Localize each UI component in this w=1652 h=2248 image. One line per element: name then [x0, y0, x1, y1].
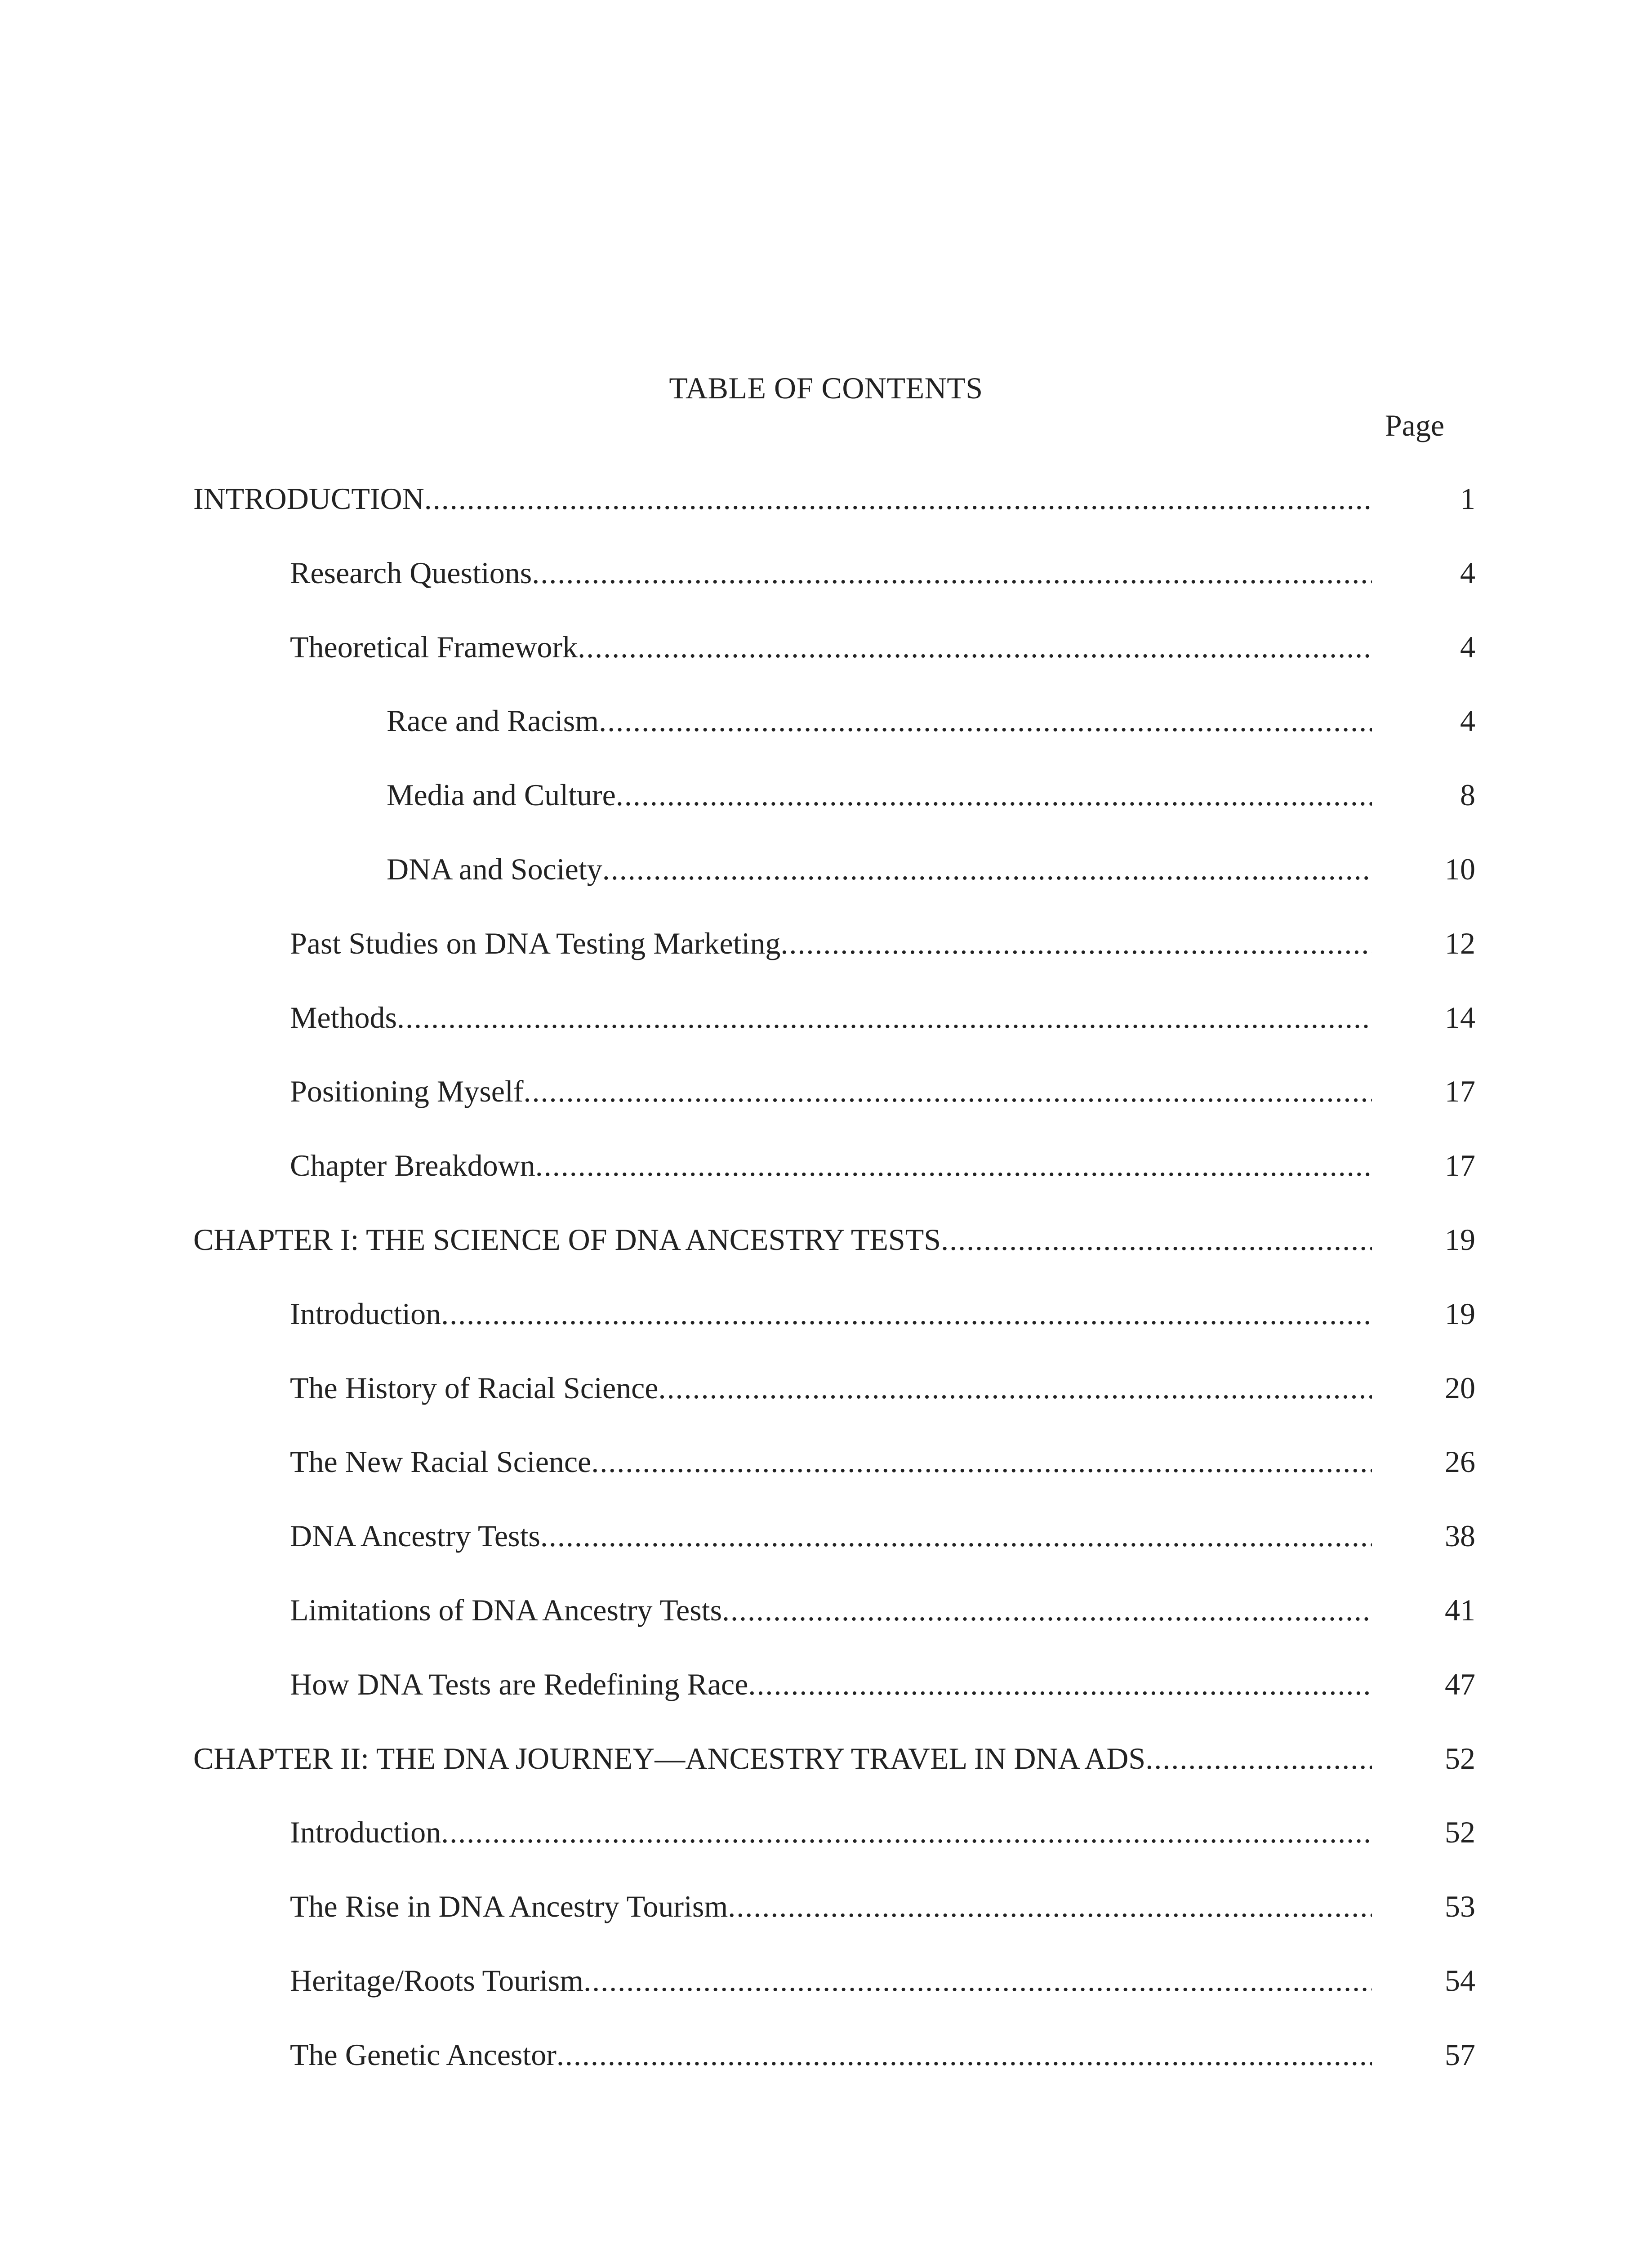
- toc-entry-page-number: 26: [1445, 1445, 1475, 1479]
- toc-entry-page-number: 17: [1445, 1148, 1475, 1183]
- toc-entry-title: Methods: [290, 1000, 397, 1035]
- toc-entry: [290, 2036, 1475, 2073]
- toc-entry-title: Limitations of DNA Ancestry Tests: [290, 1593, 722, 1627]
- toc-entry-page-number: 10: [1445, 852, 1475, 886]
- toc-entry: [290, 1443, 1475, 1480]
- toc-entry: [290, 629, 1475, 665]
- dot-leader: [424, 480, 1372, 517]
- toc-entry: [290, 1369, 1475, 1406]
- toc-entry-title: Positioning Myself: [290, 1074, 524, 1109]
- toc-entry-page-number: 4: [1460, 555, 1475, 590]
- toc-entry-title: Introduction: [290, 1815, 441, 1850]
- toc-entry: [290, 1888, 1475, 1925]
- toc-entry-title: The Genetic Ancestor: [290, 2037, 557, 2072]
- dot-leader: [1145, 1740, 1372, 1777]
- toc-entry: [290, 1814, 1475, 1851]
- dot-leader: [748, 1666, 1372, 1703]
- toc-entry-title: DNA and Society: [387, 852, 602, 886]
- toc-entry-title: CHAPTER I: THE SCIENCE OF DNA ANCESTRY TESTS: [193, 1222, 941, 1257]
- toc-entry: [290, 925, 1475, 962]
- page-title: TABLE OF CONTENTS: [669, 371, 983, 405]
- dot-leader: [616, 776, 1372, 813]
- toc-entry: [290, 1147, 1475, 1184]
- dot-leader: [532, 554, 1372, 591]
- dot-leader: [780, 925, 1372, 962]
- toc-entry-title: The History of Racial Science: [290, 1370, 659, 1405]
- dot-leader: [397, 999, 1372, 1036]
- dot-leader: [583, 1962, 1372, 1999]
- toc-entry-title: INTRODUCTION: [193, 482, 424, 516]
- toc-entry: [290, 554, 1475, 591]
- toc-entry-page-number: 14: [1445, 1000, 1475, 1035]
- toc-entry: [387, 702, 1475, 739]
- toc-entry-page-number: 4: [1460, 704, 1475, 738]
- toc-entry-page-number: 53: [1445, 1889, 1475, 1924]
- toc-entry-title: Research Questions: [290, 555, 532, 590]
- toc-entry-title: The New Racial Science: [290, 1445, 592, 1479]
- toc-entry: [290, 1517, 1475, 1554]
- page-column-header: Page: [1385, 408, 1444, 442]
- toc-entry-page-number: 4: [1460, 629, 1475, 664]
- toc-entry-title: Race and Racism: [387, 704, 599, 738]
- dot-leader: [659, 1369, 1372, 1406]
- toc-entry-page-number: 52: [1445, 1741, 1475, 1775]
- toc-entry-page-number: 1: [1460, 482, 1475, 516]
- toc-entry-title: Heritage/Roots Tourism: [290, 1963, 584, 1998]
- toc-entry-page-number: 38: [1445, 1519, 1475, 1553]
- toc-entry-page-number: 17: [1445, 1074, 1475, 1109]
- toc-entry: [193, 1221, 1475, 1258]
- toc-entry: [193, 1740, 1475, 1777]
- toc-entry-page-number: 8: [1460, 778, 1475, 812]
- toc-entry-page-number: 52: [1445, 1815, 1475, 1850]
- dot-leader: [591, 1443, 1372, 1480]
- dot-leader: [535, 1147, 1372, 1184]
- dot-leader: [441, 1295, 1372, 1332]
- toc-entry-title: Chapter Breakdown: [290, 1148, 535, 1183]
- dot-leader: [524, 1073, 1372, 1110]
- toc-entry: [290, 999, 1475, 1036]
- toc-entry: [193, 480, 1475, 517]
- toc-entry-page-number: 41: [1445, 1593, 1475, 1627]
- toc-entry: [290, 1295, 1475, 1332]
- toc-entry-page-number: 57: [1445, 2037, 1475, 2072]
- dot-leader: [602, 851, 1372, 888]
- dot-leader: [941, 1221, 1372, 1258]
- toc-entry: [290, 1666, 1475, 1703]
- dot-leader: [441, 1814, 1372, 1851]
- toc-entry: [387, 851, 1475, 888]
- dot-leader: [540, 1517, 1372, 1554]
- toc-entry-title: The Rise in DNA Ancestry Tourism: [290, 1889, 728, 1924]
- toc-entry: [290, 1962, 1475, 1999]
- toc-entry-title: How DNA Tests are Redefining Race: [290, 1667, 748, 1701]
- toc-entry-title: CHAPTER II: THE DNA JOURNEY—ANCESTRY TRAVEL IN DNA ADS: [193, 1741, 1146, 1775]
- toc-entry-title: Theoretical Framework: [290, 629, 578, 664]
- toc-entry-page-number: 54: [1445, 1963, 1475, 1998]
- toc-entry: [387, 776, 1475, 813]
- toc-entry-page-number: 19: [1445, 1222, 1475, 1257]
- toc-entry: [290, 1592, 1475, 1628]
- dot-leader: [578, 629, 1372, 665]
- toc-entry-page-number: 47: [1445, 1667, 1475, 1701]
- toc-entry-page-number: 19: [1445, 1296, 1475, 1331]
- toc-entry-title: Past Studies on DNA Testing Marketing: [290, 926, 781, 960]
- toc-entry: [290, 1073, 1475, 1110]
- dot-leader: [557, 2036, 1372, 2073]
- toc-entry-page-number: 20: [1445, 1370, 1475, 1405]
- toc-entry-page-number: 12: [1445, 926, 1475, 960]
- toc-entry-title: Introduction: [290, 1296, 441, 1331]
- dot-leader: [599, 702, 1372, 739]
- dot-leader: [722, 1592, 1372, 1628]
- dot-leader: [728, 1888, 1372, 1925]
- toc-entry-title: DNA Ancestry Tests: [290, 1519, 540, 1553]
- toc-entry-title: Media and Culture: [387, 778, 616, 812]
